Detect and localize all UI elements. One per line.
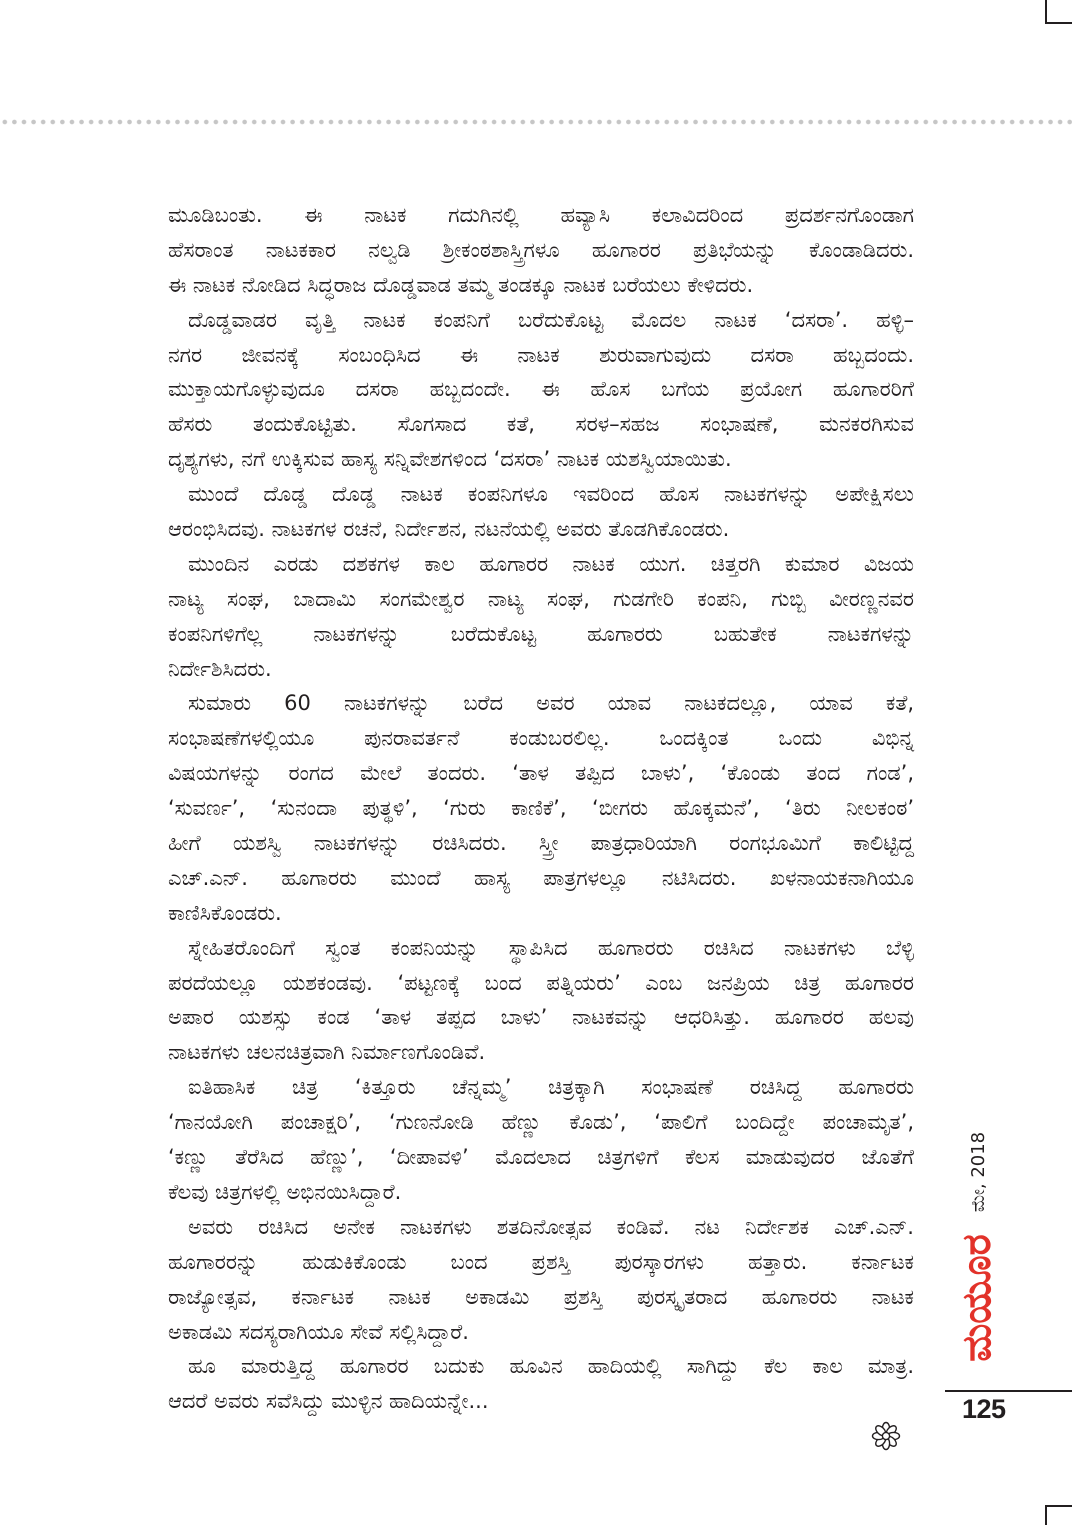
magazine-logo: ಮಯೂರ <box>954 1234 1000 1362</box>
text-line: ಅಪಾರ ಯಶಸ್ಸು ಕಂಡ ‘ತಾಳ ತಪ್ಪದ ಬಾಳು’ ನಾಟಕವನ್ನು ಆಧರಿಸಿತ್ತು. ಹೂಗಾರರ ಹಲವು <box>168 1005 914 1030</box>
text-line: ಐತಿಹಾಸಿಕ ಚಿತ್ರ ‘ಕಿತ್ತೂರು ಚೆನ್ನಮ್ಮ’ ಚಿತ್ರಕ್ಕಾಗಿ ಸಂಭಾಷಣೆ ರಚಿಸಿದ್ದ ಹೂಗಾರರು <box>188 1075 914 1100</box>
text-line: ದೃಶ್ಯಗಳು, ನಗೆ ಉಕ್ಕಿಸುವ ಹಾಸ್ಯ ಸನ್ನಿವೇಶಗಳಿಂದ ‘ದಸರಾ’ ನಾಟಕ ಯಶಸ್ವಿಯಾಯಿತು. <box>168 447 732 472</box>
text-line: ಆದರೆ ಅವರು ಸವೆಸಿದ್ದು ಮುಳ್ಳಿನ ಹಾದಿಯನ್ನೇ... <box>168 1389 489 1414</box>
text-line: ಅವರು ರಚಿಸಿದ ಅನೇಕ ನಾಟಕಗಳು ಶತದಿನೋತ್ಸವ ಕಂಡಿವೆ. ನಟ ನಿರ್ದೇಶಕ ಎಚ್.ಎನ್. <box>188 1214 914 1239</box>
text-line: ಹೀಗೆ ಯಶಸ್ವಿ ನಾಟಕಗಳನ್ನು ರಚಿಸಿದರು. ಸ್ತ್ರೀ ಪಾತ್ರಧಾರಿಯಾಗಿ ರಂಗಭೂಮಿಗೆ ಕಾಲಿಟ್ಟಿದ್ದ <box>168 831 914 856</box>
text-line: ಸುಮಾರು 60 ನಾಟಕಗಳನ್ನು ಬರೆದ ಅವರ ಯಾವ ನಾಟಕದಲ್ಲೂ, ಯಾವ ಕತೆ, <box>188 691 914 716</box>
text-line: ‘ಸುವರ್ಣ’, ‘ಸುನಂದಾ ಪುತ್ಥಳಿ’, ‘ಗುರು ಕಾಣಿಕೆ’, ‘ಬೀಗರು ಹೊಕ್ಕಮನೆ’, ‘ತಿರು ನೀಲಕಂಠ’ <box>168 796 914 821</box>
article-body <box>168 198 914 1419</box>
paragraph <box>168 547 914 687</box>
text-line: ಆರಂಭಿಸಿದವು. ನಾಟಕಗಳ ರಚನೆ, ನಿರ್ದೇಶನ, ನಟನೆಯಲ್ಲಿ ಅವರು ತೊಡಗಿಕೊಂಡರು. <box>168 517 730 542</box>
crop-mark-bottom-right-vertical <box>1045 1505 1047 1525</box>
text-line: ಹೆಸರಾಂತ ನಾಟಕಕಾರ ನಲ್ವಡಿ ಶ್ರೀಕಂಠಶಾಸ್ತ್ರಿಗಳೂ ಹೂಗಾರರ ಪ್ರತಿಭೆಯನ್ನು ಕೊಂಡಾಡಿದರು. <box>168 237 914 262</box>
crop-mark-bottom-right-horizontal <box>1045 1505 1072 1507</box>
crop-mark-top-right-horizontal <box>1045 22 1072 24</box>
text-line: ಹೆಸರು ತಂದುಕೊಟ್ಟಿತು. ಸೊಗಸಾದ ಕತೆ, ಸರಳ–ಸಹಜ ಸಂಭಾಷಣೆ, ಮನಕರಗಿಸುವ <box>168 412 914 437</box>
text-line: ಹೂ ಮಾರುತ್ತಿದ್ದ ಹೂಗಾರರ ಬದುಕು ಹೂವಿನ ಹಾದಿಯಲ್ಲಿ ಸಾಗಿದ್ದು ಕೆಲ ಕಾಲ ಮಾತ್ರ. <box>188 1354 914 1379</box>
text-line: ಕಂಪನಿಗಳಿಗೆಲ್ಲ ನಾಟಕಗಳನ್ನು ಬರೆದುಕೊಟ್ಟ ಹೂಗಾರರು ಬಹುತೇಕ ನಾಟಕಗಳನ್ನು <box>168 621 914 646</box>
text-line: ‘ಗಾನಯೋಗಿ ಪಂಚಾಕ್ಷರಿ’, ‘ಗುಣನೋಡಿ ಹೆಣ್ಣು ಕೊಡು’, ‘ಪಾಲಿಗೆ ಬಂದಿದ್ದೇ ಪಂಚಾಮೃತ’, <box>168 1110 914 1135</box>
text-line: ಅಕಾಡಮಿ ಸದಸ್ಯರಾಗಿಯೂ ಸೇವೆ ಸಲ್ಲಿಸಿದ್ದಾರೆ. <box>168 1319 469 1344</box>
text-line: ಈ ನಾಟಕ ನೋಡಿದ ಸಿದ್ಧರಾಜ ದೊಡ್ಡವಾಡ ತಮ್ಮ ತಂಡಕ್ಕೂ ನಾಟಕ ಬರೆಯಲು ಕೇಳಿದರು. <box>168 272 754 297</box>
text-line: ದೊಡ್ಡವಾಡರ ವೃತ್ತಿ ನಾಟಕ ಕಂಪನಿಗೆ ಬರೆದುಕೊಟ್ಟ ಮೊದಲ ನಾಟಕ ‘ದಸರಾ’. ಹಳ್ಳಿ– <box>188 307 914 332</box>
dotted-rule <box>0 119 1072 125</box>
text-line: ರಾಜ್ಯೋತ್ಸವ, ಕರ್ನಾಟಕ ನಾಟಕ ಅಕಾಡಮಿ ಪ್ರಶಸ್ತಿ ಪುರಸ್ಕೃತರಾದ ಹೂಗಾರರು ನಾಟಕ <box>168 1284 914 1309</box>
text-line: ಹೂಗಾರರನ್ನು ಹುಡುಕಿಕೊಂಡು ಬಂದ ಪ್ರಶಸ್ತಿ ಪುರಸ್ಕಾರಗಳು ಹತ್ತಾರು. ಕರ್ನಾಟಕ <box>168 1249 914 1274</box>
text-line: ಮುಕ್ತಾಯಗೊಳ್ಳುವುದೂ ದಸರಾ ಹಬ್ಬದಂದೇ. ಈ ಹೊಸ ಬಗೆಯ ಪ್ರಯೋಗ ಹೂಗಾರರಿಗೆ <box>168 377 914 402</box>
text-line: ಮೂಡಿಬಂತು. ಈ ನಾಟಕ ಗದುಗಿನಲ್ಲಿ ಹವ್ಯಾಸಿ ಕಲಾವಿದರಿಂದ ಪ್ರದರ್ಶನಗೊಂಡಾಗ <box>168 203 914 227</box>
paragraph <box>168 1210 914 1350</box>
text-line: ಕೆಲವು ಚಿತ್ರಗಳಲ್ಲಿ ಅಭಿನಯಿಸಿದ್ದಾರೆ. <box>168 1179 402 1204</box>
text-line: ಕಾಣಿಸಿಕೊಂಡರು. <box>168 900 282 925</box>
paragraph <box>168 477 914 547</box>
paragraph <box>168 1349 914 1419</box>
text-line: ಎಚ್.ಎನ್. ಹೂಗಾರರು ಮುಂದೆ ಹಾಸ್ಯ ಪಾತ್ರಗಳಲ್ಲೂ ನಟಿಸಿದರು. ಖಳನಾಯಕನಾಗಿಯೂ <box>168 865 914 890</box>
text-line: ಮುಂದಿನ ಎರಡು ದಶಕಗಳ ಕಾಲ ಹೂಗಾರರ ನಾಟಕ ಯುಗ. ಚಿತ್ತರಗಿ ಕುಮಾರ ವಿಜಯ <box>188 551 914 576</box>
text-line: ‘ಕಣ್ಣು ತೆರೆಸಿದ ಹೆಣ್ಣು’, ‘ದೀಪಾವಳಿ’ ಮೊದಲಾದ ಚಿತ್ರಗಳಿಗೆ ಕೆಲಸ ಮಾಡುವುದರ ಜೊತೆಗೆ <box>168 1145 914 1170</box>
issue-date: ಮೇ, 2018 <box>968 1131 989 1213</box>
paragraph <box>168 686 914 930</box>
footer-rule <box>945 1390 1072 1392</box>
paragraph <box>168 1070 914 1210</box>
text-line: ನಾಟ್ಯ ಸಂಘ, ಬಾದಾಮಿ ಸಂಗಮೇಶ್ವರ ನಾಟ್ಯ ಸಂಘ, ಗುಡಗೇರಿ ಕಂಪನಿ, ಗುಬ್ಬಿ ವೀರಣ್ಣನವರ <box>168 586 914 611</box>
text-line: ಸ್ನೇಹಿತರೊಂದಿಗೆ ಸ್ವಂತ ಕಂಪನಿಯನ್ನು ಸ್ಥಾಪಿಸಿದ ಹೂಗಾರರು ರಚಿಸಿದ ನಾಟಕಗಳು ಬೆಳ್ಳಿ <box>188 935 914 960</box>
text-line: ನಾಟಕಗಳು ಚಲನಚಿತ್ರವಾಗಿ ನಿರ್ಮಾಣಗೊಂಡಿವೆ. <box>168 1040 486 1065</box>
flower-icon <box>871 1421 901 1451</box>
text-line: ಸಂಭಾಷಣೆಗಳಲ್ಲಿಯೂ ಪುನರಾವರ್ತನೆ ಕಂಡುಬರಲಿಲ್ಲ. ಒಂದಕ್ಕಿಂತ ಒಂದು ವಿಭಿನ್ನ <box>168 726 914 751</box>
paragraph <box>168 303 914 477</box>
text-line: ನಿರ್ದೇಶಿಸಿದರು. <box>168 656 272 681</box>
crop-mark-top-right-vertical <box>1045 0 1047 23</box>
paragraph <box>168 931 914 1071</box>
paragraph <box>168 198 914 303</box>
text-line: ಮುಂದೆ ದೊಡ್ಡ ದೊಡ್ಡ ನಾಟಕ ಕಂಪನಿಗಳೂ ಇವರಿಂದ ಹೊಸ ನಾಟಕಗಳನ್ನು ಅಪೇಕ್ಷಿಸಲು <box>188 482 914 507</box>
page-number: 125 <box>962 1394 1006 1424</box>
text-line: ಪರದೆಯಲ್ಲೂ ಯಶಕಂಡವು. ‘ಪಟ್ಟಣಕ್ಕೆ ಬಂದ ಪತ್ನಿಯರು’ ಎಂಬ ಜನಪ್ರಿಯ ಚಿತ್ರ ಹೂಗಾರರ <box>168 970 914 995</box>
text-line: ನಗರ ಜೀವನಕ್ಕೆ ಸಂಬಂಧಿಸಿದ ಈ ನಾಟಕ ಶುರುವಾಗುವುದು ದಸರಾ ಹಬ್ಬದಂದು. <box>168 342 914 367</box>
text-line: ವಿಷಯಗಳನ್ನು ರಂಗದ ಮೇಲೆ ತಂದರು. ‘ತಾಳ ತಪ್ಪಿದ ಬಾಳು’, ‘ಕೊಂಡು ತಂದ ಗಂಡ’, <box>168 761 914 786</box>
